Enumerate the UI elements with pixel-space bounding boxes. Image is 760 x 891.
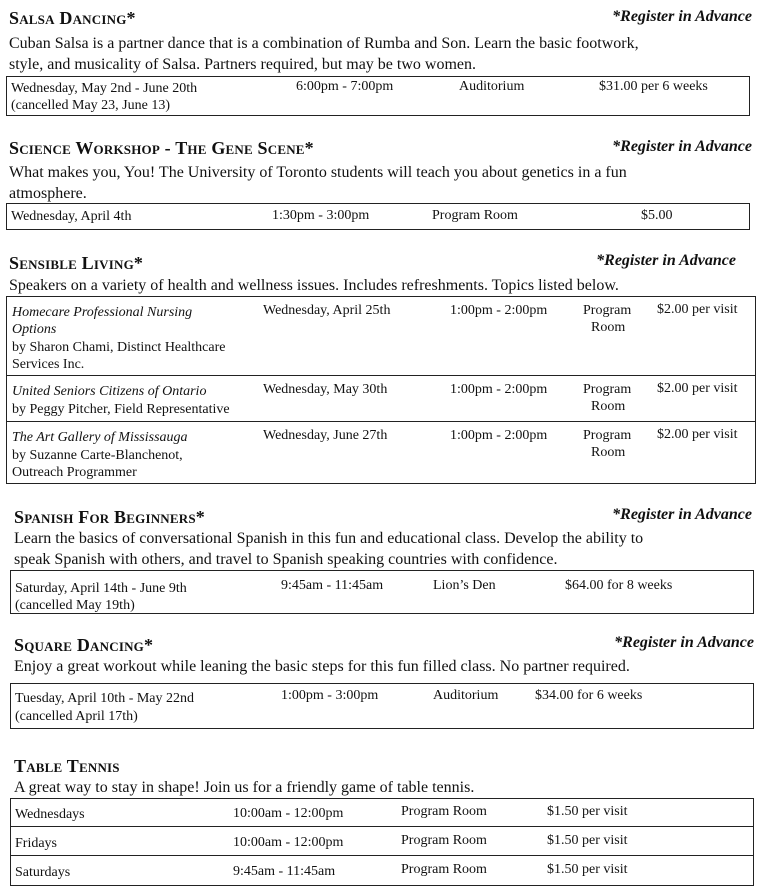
spanish-description-line2: speak Spanish with others, and travel to Spanish speaking countries with confidence. (14, 551, 558, 568)
square-price: $34.00 for 6 weeks (535, 688, 643, 703)
topic-price: $2.00 per visit (657, 427, 738, 442)
topic-speaker: by Sharon Chami, Distinct Healthcare (12, 340, 226, 355)
salsa-cancelled: (cancelled May 23, June 13) (11, 98, 170, 113)
spanish-cancelled: (cancelled May 19th) (15, 598, 135, 613)
row-divider (11, 855, 753, 856)
topic-date: Wednesday, May 30th (263, 382, 388, 397)
topic-title-cont: Options (12, 322, 57, 337)
tennis-room: Program Room (401, 862, 487, 877)
tennis-price: $1.50 per visit (547, 804, 628, 819)
tennis-schedule-table (10, 798, 754, 886)
topic-price: $2.00 per visit (657, 381, 738, 396)
salsa-price: $31.00 per 6 weeks (599, 79, 708, 94)
sensible-description: Speakers on a variety of health and wellness issues. Includes refreshments. Topics listed below. (9, 277, 619, 294)
salsa-date: Wednesday, May 2nd - June 20th (11, 81, 198, 96)
topic-room: Program (583, 303, 632, 318)
spanish-time: 9:45am - 11:45am (281, 578, 384, 593)
science-description-line2: atmosphere. (9, 185, 87, 202)
topic-room: Program (583, 382, 632, 397)
science-register-note: *Register in Advance (612, 138, 752, 155)
topic-speaker: by Peggy Pitcher, Field Representative (12, 402, 230, 417)
topic-speaker: by Suzanne Carte-Blanchenot, (12, 448, 183, 463)
salsa-room: Auditorium (459, 79, 525, 94)
square-register-note: *Register in Advance (614, 634, 754, 651)
row-divider (7, 375, 755, 376)
spanish-title: Spanish For Beginners* (14, 507, 205, 527)
tennis-title: Table Tennis (14, 756, 120, 776)
tennis-room: Program Room (401, 833, 487, 848)
spanish-date: Saturday, April 14th - June 9th (15, 581, 187, 596)
square-description: Enjoy a great workout while leaning the basic steps for this fun filled class. No partner required. (14, 658, 630, 675)
spanish-register-note: *Register in Advance (612, 506, 752, 523)
topic-speaker-cont: Outreach Programmer (12, 465, 137, 480)
topic-time: 1:00pm - 2:00pm (450, 428, 548, 443)
square-date: Tuesday, April 10th - May 22nd (15, 691, 195, 706)
tennis-description: A great way to stay in shape! Join us for a friendly game of table tennis. (14, 779, 475, 796)
science-price: $5.00 (641, 208, 673, 223)
topic-speaker-cont: Services Inc. (12, 357, 85, 372)
topic-date: Wednesday, April 25th (263, 303, 391, 318)
sensible-register-note: *Register in Advance (596, 252, 736, 269)
salsa-title: Salsa Dancing* (9, 8, 136, 28)
sensible-schedule-table (6, 296, 756, 484)
topic-title: United Seniors Citizens of Ontario (12, 384, 207, 399)
square-schedule-box (10, 683, 754, 729)
tennis-room: Program Room (401, 804, 487, 819)
topic-date: Wednesday, June 27th (263, 428, 388, 443)
topic-time: 1:00pm - 2:00pm (450, 303, 548, 318)
salsa-time: 6:00pm - 7:00pm (296, 79, 394, 94)
spanish-description-line1: Learn the basics of conversational Spanish in this fun and educational class. Develop the ability to (14, 530, 644, 547)
topic-time: 1:00pm - 2:00pm (450, 382, 548, 397)
topic-title: Homecare Professional Nursing (12, 305, 193, 320)
tennis-day: Wednesdays (15, 807, 85, 822)
tennis-price: $1.50 per visit (547, 833, 628, 848)
row-divider (11, 826, 753, 827)
square-time: 1:00pm - 3:00pm (281, 688, 379, 703)
spanish-schedule-box (10, 570, 754, 614)
salsa-register-note: *Register in Advance (612, 8, 752, 25)
topic-room: Program (583, 428, 632, 443)
salsa-description-line2: style, and musicality of Salsa. Partners required, but may be two women. (9, 56, 477, 73)
square-title: Square Dancing* (14, 635, 154, 655)
spanish-price: $64.00 for 8 weeks (565, 578, 673, 593)
spanish-room: Lion’s Den (433, 578, 496, 593)
tennis-price: $1.50 per visit (547, 862, 628, 877)
science-room: Program Room (432, 208, 518, 223)
tennis-time: 9:45am - 11:45am (233, 864, 336, 879)
salsa-schedule-box (6, 76, 750, 116)
science-date: Wednesday, April 4th (11, 209, 132, 224)
row-divider (7, 421, 755, 422)
topic-room-cont: Room (591, 445, 626, 460)
topic-room-cont: Room (591, 320, 626, 335)
science-schedule-box (6, 203, 750, 230)
tennis-day: Saturdays (15, 865, 71, 880)
square-room: Auditorium (433, 688, 499, 703)
topic-price: $2.00 per visit (657, 302, 738, 317)
science-time: 1:30pm - 3:00pm (272, 208, 370, 223)
square-cancelled: (cancelled April 17th) (15, 709, 138, 724)
salsa-description-line1: Cuban Salsa is a partner dance that is a combination of Rumba and Son. Learn the basic footwork, (9, 35, 639, 52)
tennis-time: 10:00am - 12:00pm (233, 806, 344, 821)
tennis-time: 10:00am - 12:00pm (233, 835, 344, 850)
topic-title: The Art Gallery of Mississauga (12, 430, 188, 445)
science-title: Science Workshop - The Gene Scene* (9, 138, 314, 158)
tennis-day: Fridays (15, 836, 57, 851)
science-description-line1: What makes you, You! The University of Toronto students will teach you about genetics in a fun (9, 164, 627, 181)
topic-room-cont: Room (591, 399, 626, 414)
sensible-title: Sensible Living* (9, 253, 144, 273)
